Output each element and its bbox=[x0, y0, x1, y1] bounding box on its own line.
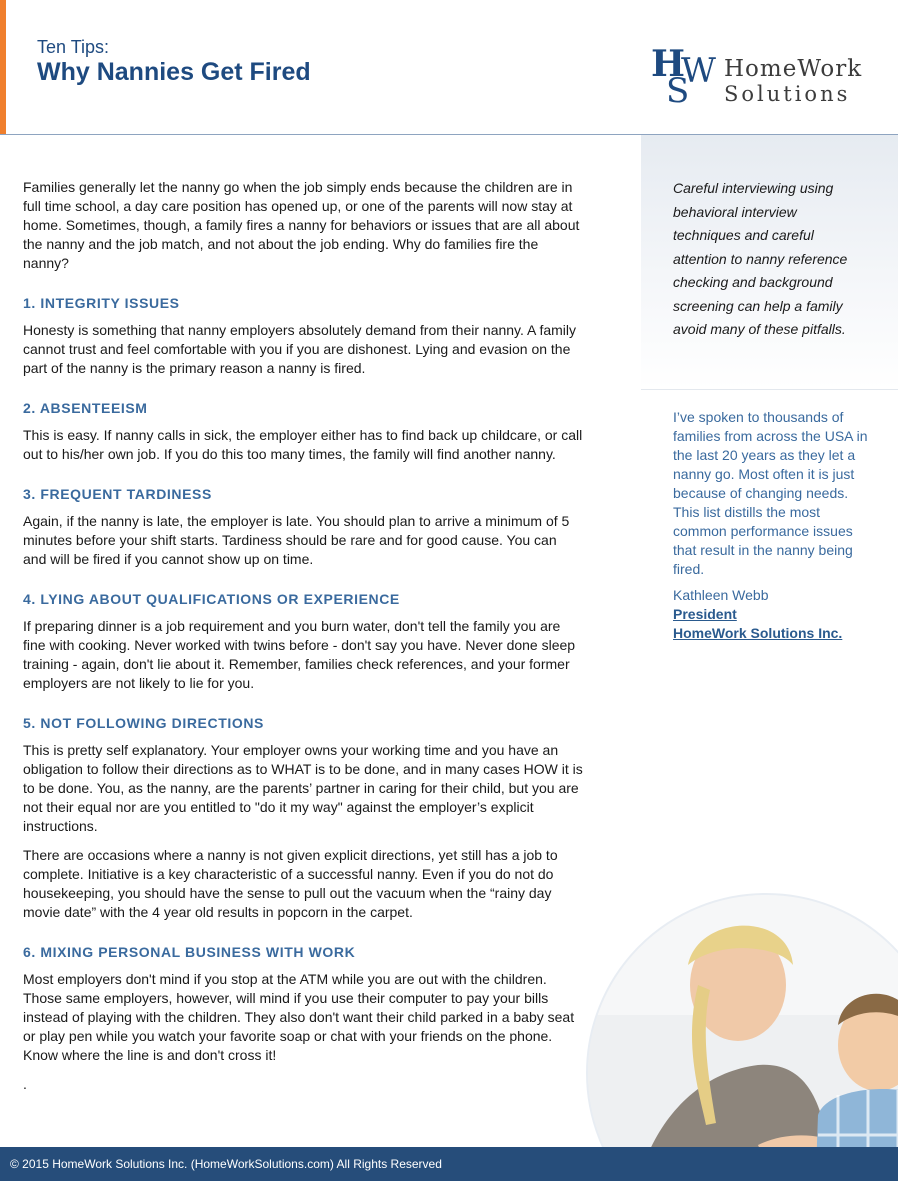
svg-text:H: H bbox=[651, 43, 686, 85]
section-text-tardiness: Again, if the nanny is late, the employer is late. You should plan to arrive a minimum of 5 minutes before your shift starts. Tardiness should be rare and for good cause. You can and will be fired if you cannot show up on time. bbox=[23, 513, 570, 567]
logo-word-homework: HomeWork bbox=[724, 56, 863, 82]
section-text-integrity: Honesty is something that nanny employers absolutely demand from their nanny. A family cannot trust and feel comfortable with you if you are dishonest. Lying and evasion on the part of the nanny is the primary reason a nanny is fired. bbox=[23, 322, 577, 376]
sidebar-divider bbox=[641, 389, 898, 390]
author-role-link[interactable]: President bbox=[673, 606, 737, 622]
section-heading-absenteeism: 2. ABSENTEEISM bbox=[23, 400, 148, 416]
company-link[interactable]: HomeWork Solutions Inc. bbox=[673, 625, 843, 641]
section-text-personal-business: Most employers don't mind if you stop at the ATM while you are out with the children. Those same employers, however, will mind if you use their computer to pay your bills instead of playing with the children. They also don't want their child parked in a baby seat or play pen while you watch your favorite soap or chat with your friends on the phone. Know where the line is and don't cross it! bbox=[23, 971, 575, 1063]
svg-text:S: S bbox=[666, 71, 690, 104]
section-text-absenteeism: This is easy. If nanny calls in sick, the employer either has to find back up childcare, or call out to his/her own job. If you do this too many times, the family will find another nanny. bbox=[23, 427, 583, 462]
section-text-directions-2: There are occasions where a nanny is not given explicit directions, yet still has a job to complete. Initiative is a key characteristic of a successful nanny. Even if you do not do housekeeping, you should have the sense to pull out the vacuum when the “rainy day movie date” with the 4 year old results in popcorn in the carpet. bbox=[23, 847, 558, 920]
page-header bbox=[0, 0, 898, 135]
author-name: Kathleen Webb bbox=[673, 587, 769, 603]
section-heading-personal-business: 6. MIXING PERSONAL BUSINESS WITH WORK bbox=[23, 944, 356, 960]
homework-solutions-logo bbox=[651, 42, 866, 104]
page-title: Why Nannies Get Fired bbox=[37, 58, 311, 86]
svg-text:W: W bbox=[681, 51, 716, 91]
trailing-mark: . bbox=[23, 1076, 27, 1092]
section-heading-integrity: 1. INTEGRITY ISSUES bbox=[23, 295, 180, 311]
intro-paragraph: Families generally let the nanny go when the job simply ends because the children are in full time school, a day care position has opened up, or one of the parents will now stay at home. Sometimes, though, a family fires a nanny for behaviors or issues that are all about the nanny and the job match, and not about the job ending. Why do families fire the nanny? bbox=[23, 179, 580, 271]
pull-quote: Careful interviewing using behavioral interview techniques and careful attention to nanny reference checking and background screening can help a family avoid many of these pitfalls. bbox=[673, 180, 848, 337]
article-body bbox=[23, 178, 583, 1104]
section-heading-directions: 5. NOT FOLLOWING DIRECTIONS bbox=[23, 715, 264, 731]
section-text-lying: If preparing dinner is a job requirement and you burn water, don't tell the family you are fine with cooking. Never worked with twins before - don't say you have. Never done sleep training - again, don't lie about it. Remember, families check references, and your former employers are not likely to lie for you. bbox=[23, 618, 576, 691]
page-footer bbox=[0, 1147, 898, 1181]
accent-bar bbox=[0, 0, 6, 135]
logo-word-solutions: Solutions bbox=[724, 82, 851, 106]
section-heading-lying: 4. LYING ABOUT QUALIFICATIONS OR EXPERIENCE bbox=[23, 591, 400, 607]
nanny-child-illustration bbox=[588, 895, 898, 1181]
ceo-note: I’ve spoken to thousands of families from across the USA in the last 20 years as they let a nanny go. Most often it is just because of changing needs. This list distills the most common performance issues that result in the nanny being fired. bbox=[673, 409, 868, 577]
hsw-monogram-icon bbox=[651, 42, 719, 104]
section-text-directions-1: This is pretty self explanatory. Your employer owns your working time and you have an obligation to follow their directions as to WHAT is to be done, and in many cases HOW it is to be done. You, as the nanny, are the parents’ partner in caring for their child, but you are not their equal nor are you entitled to "do it my way" against the employer’s explicit instructions. bbox=[23, 742, 583, 834]
page-kicker: Ten Tips: bbox=[37, 37, 110, 57]
section-heading-tardiness: 3. FREQUENT TARDINESS bbox=[23, 486, 212, 502]
copyright-text: © 2015 HomeWork Solutions Inc. (HomeWorkSolutions.com) All Rights Reserved bbox=[10, 1157, 442, 1171]
pull-quote-box bbox=[641, 135, 898, 389]
nanny-child-photo bbox=[586, 893, 898, 1181]
